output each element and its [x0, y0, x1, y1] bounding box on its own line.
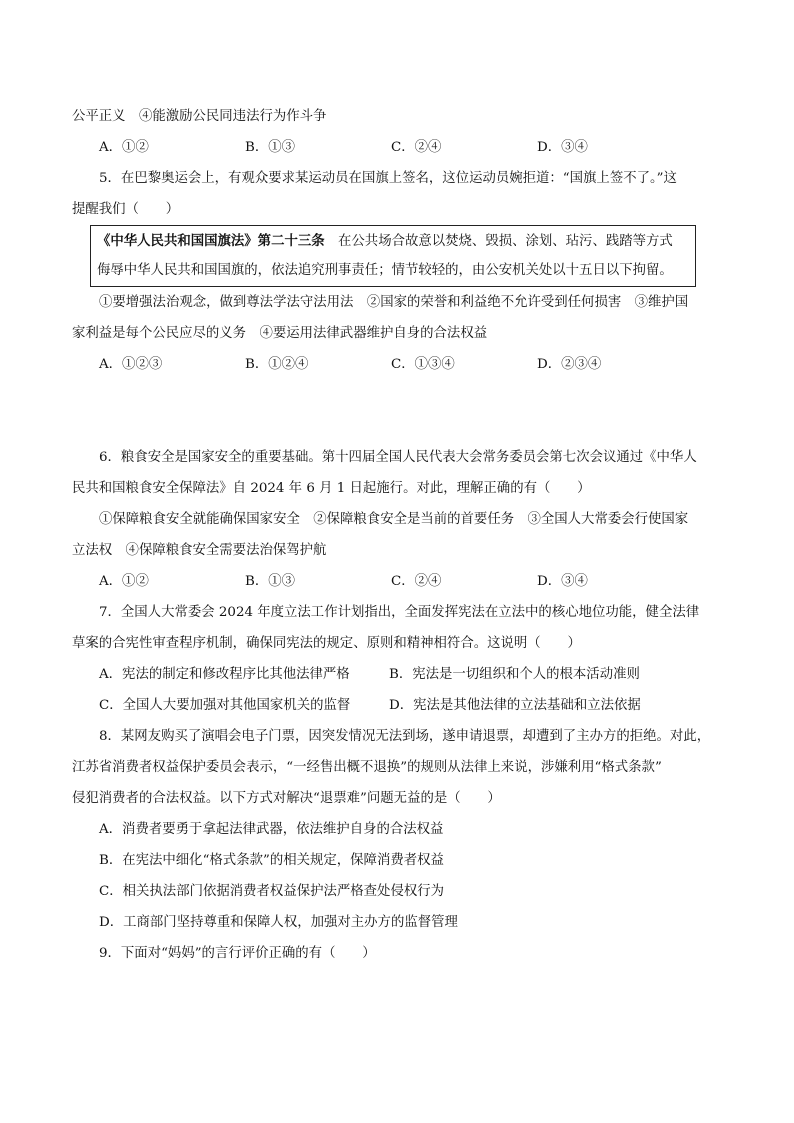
q4-option-c: C．②④ — [391, 140, 442, 155]
q5-option-c: C．①③④ — [391, 357, 455, 372]
q7-stem-line2: 草案的合宪性审查程序机制，确保同宪法的规定、原则和精神相符合。这说明（ ） — [72, 636, 581, 651]
q6-option-a: A．①② — [99, 574, 149, 589]
q5-law-excerpt-box — [90, 225, 696, 287]
q5-options — [72, 349, 722, 380]
q8-option-c: C．相关执法部门依据消费者权益保护法严格查处侵权行为 — [99, 884, 445, 899]
q7-stem-line1: 7．全国人大常委会 2024 年度立法工作计划指出，全面发挥宪法在立法中的核心地位功能，健全法律 — [99, 605, 700, 620]
q5-option-b: B．①②④ — [245, 357, 309, 372]
q5-box-line1-rest: 在公共场合故意以焚烧、毁损、涂划、玷污、践踏等方式 — [324, 234, 673, 249]
blank-gap — [72, 380, 722, 442]
q7-options-row1 — [72, 659, 722, 690]
q6-option-b: B．①③ — [245, 574, 296, 589]
document-page — [72, 101, 722, 969]
q5-option-a: A．①②③ — [99, 357, 163, 372]
q4-option-b: B．①③ — [245, 140, 296, 155]
q6-options — [72, 566, 722, 597]
q6-stem-line1: 6．粮食安全是国家安全的重要基础。第十四届全国人民代表大会常务委员会第七次会议通过《中华人 — [99, 450, 697, 465]
q8-option-a: A．消费者要勇于拿起法律武器，依法维护自身的合法权益 — [99, 822, 444, 837]
q6-option-d: D．③④ — [537, 574, 588, 589]
q6-stem-line2: 民共和国粮食安全保障法》自 2024 年 6 月 1 日起施行。对此，理解正确的有（ ） — [72, 481, 591, 496]
q5-statements-line2: 家利益是每个公民应尽的义务 ④要运用法律武器维护自身的合法权益 — [72, 326, 488, 341]
q8-option-d: D．工商部门坚持尊重和保障人权，加强对主办方的监督管理 — [99, 915, 458, 930]
q5-option-d: D．②③④ — [537, 357, 602, 372]
q7-options-row2 — [72, 690, 722, 721]
q8-stem-line2: 江苏省消费者权益保护委员会表示，“一经售出概不退换”的规则从法律上来说，涉嫌利用“格式条款” — [72, 760, 662, 775]
q7-option-d: D．宪法是其他法律的立法基础和立法依据 — [389, 698, 641, 713]
q4-option-d: D．③④ — [537, 140, 588, 155]
q8-option-b: B．在宪法中细化“格式条款”的相关规定，保障消费者权益 — [99, 853, 444, 868]
q5-stem-line1: 5．在巴黎奥运会上，有观众要求某运动员在国旗上签名，这位运动员婉拒道：“国旗上签不了。”这 — [99, 171, 677, 186]
q7-option-c: C．全国人大要加强对其他国家机关的监督 — [99, 698, 351, 713]
q6-statements-line2: 立法权 ④保障粮食安全需要法治保驾护航 — [72, 543, 327, 558]
q4-option-a: A．①② — [99, 140, 149, 155]
q6-statements-line1: ①保障粮食安全就能确保国家安全 ②保障粮食安全是当前的首要任务 ③全国人大常委会行使国家 — [99, 512, 689, 527]
q5-box-title: 《中华人民共和国国旗法》第二十三条 — [97, 233, 325, 249]
q8-stem-line3: 侵犯消费者的合法权益。以下方式对解决“退票难”问题无益的是（ ） — [72, 791, 501, 806]
q6-option-c: C．②④ — [391, 574, 442, 589]
q5-stem-line2: 提醒我们（ ） — [72, 202, 180, 217]
q4-options — [72, 132, 722, 163]
q7-option-a: A．宪法的制定和修改程序比其他法律严格 — [99, 667, 350, 682]
q7-option-b: B．宪法是一切组织和个人的根本活动准则 — [389, 667, 640, 682]
q5-box-line2: 侮辱中华人民共和国国旗的，依法追究刑事责任；情节较轻的，由公安机关处以十五日以下拘留。 — [97, 263, 673, 278]
q5-box-line1 — [97, 226, 689, 256]
q9-stem: 9．下面对“妈妈”的言行评价正确的有（ ） — [99, 946, 376, 961]
q4-statement-tail: 公平正义 ④能激励公民同违法行为作斗争 — [72, 109, 327, 124]
q5-statements-line1: ①要增强法治观念，做到尊法学法守法用法 ②国家的荣誉和利益绝不允许受到任何损害 ③维护国 — [99, 295, 689, 310]
q8-stem-line1: 8．某网友购买了演唱会电子门票，因突发情况无法到场，遂申请退票，却遭到了主办方的拒绝。对此， — [99, 729, 711, 744]
